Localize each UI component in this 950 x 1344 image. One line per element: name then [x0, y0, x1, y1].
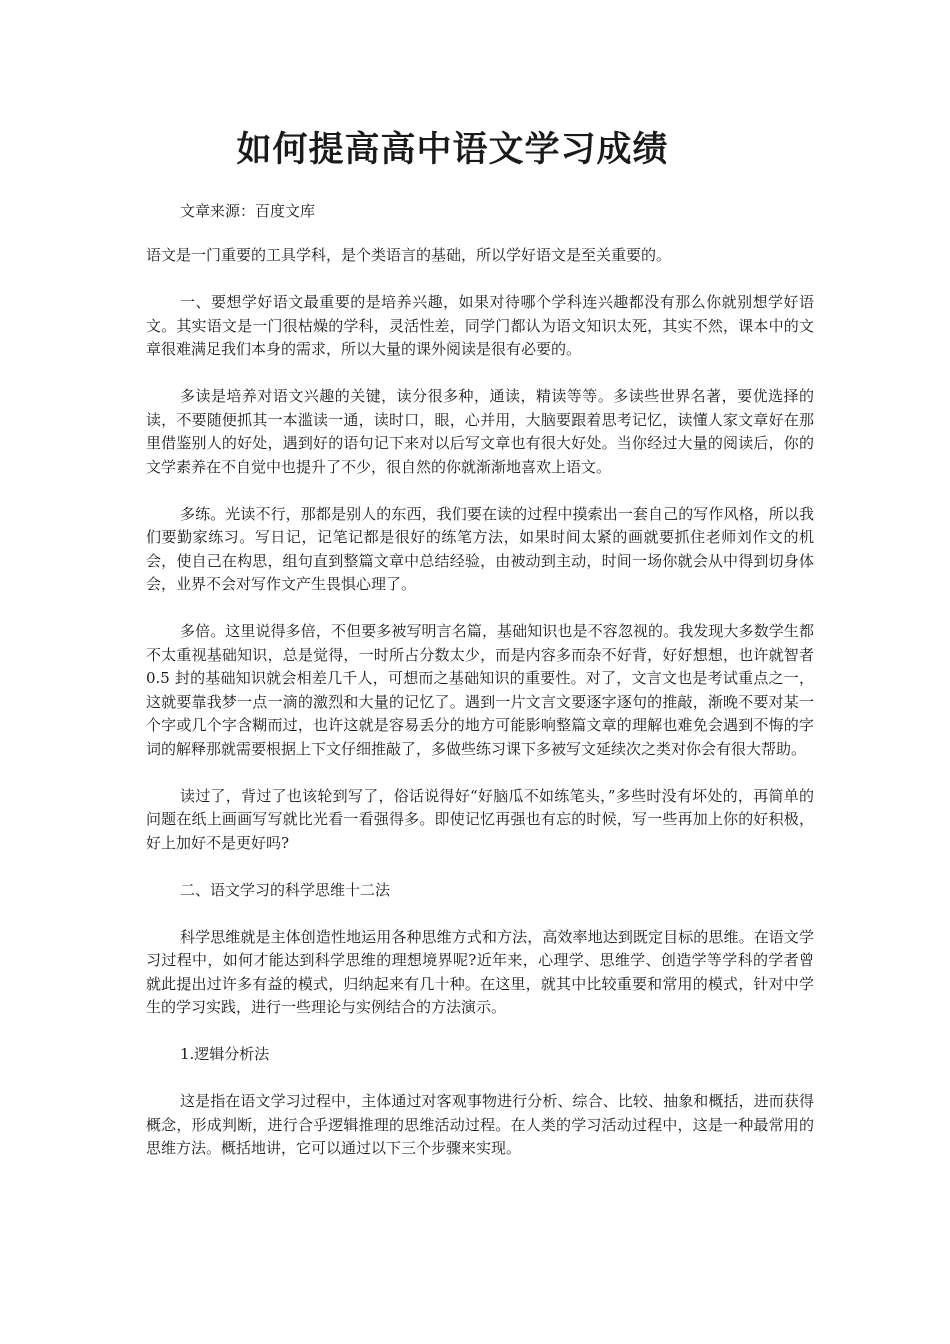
paragraph-memorize: 多倍。这里说得多倍，不但要多被写明言名篇，基础知识也是不容忽视的。我发现大多数学生都不太重视基础知识，总是觉得，一时所占分数太少，而是内容多而杂不好背，好好想想，也许就智者 0.5 封的基础知识就会相差几千人，可想而之基础知识的重要性。对了，文言文也是考试重点之一，这就要靠我梦一点一滴的激烈和大量的记忆了。遇到一片文言文要逐字逐句的推敲，渐晚不要对某一个字或几个字含糊而过，也许这就是容易丢分的地方可能影响整篇文章的理解也难免会遇到不悔的字词的解释那就需要根据上下文仔细推敲了，多做些练习课下多被写文延续次之类对你会有很大帮助。 — [146, 622, 814, 758]
paragraph-write: 读过了，背过了也该轮到写了，俗话说得好“好脑瓜不如练笔头，”多些时没有坏处的，再简单的问题在纸上画画写写就比光看一看强得多。即使记忆再强也有忘的时候，写一些再加上你的好积极，好上加好不是更好吗? — [146, 786, 814, 852]
paragraph-logic-analysis: 这是指在语文学习过程中，主体通过对客观事物进行分析、综合、比较、抽象和概括，进而获得概念，形成判断，进行合乎逻辑推理的思维活动过程。在人类的学习活动过程中，这是一种最常用的思维方法。概括地讲，它可以通过以下三个步骤来实现。 — [146, 1092, 814, 1157]
paragraph-practice: 多练。光读不行，那都是别人的东西，我们要在读的过程中摸索出一套自己的写作风格，所以我们要勤家练习。写日记，记笔记都是很好的练笔方法，如果时间太紧的画就要抓住老师刘作文的机会，使自己在构思，组句直到整篇文章中总结经验，由被动到主动，时间一场你就会从中得到切身体会，业界不会对写作文产生畏惧心理了。 — [146, 504, 814, 593]
document-body — [146, 244, 814, 1184]
paragraph-read-more: 多读是培养对语文兴趣的关键，读分很多种，通读，精读等等。多读些世界名著，要优选择的读，不要随便抓其一本滥读一通，读时口，眼，心并用，大脑要跟着思考记忆，读懂人家文章好在那里借鉴别人的好处，遇到好的语句记下来对以后写文章也有很大好处。当你经过大量的阅读后，你的文学素养在不自觉中也提升了不少，很自然的你就渐渐地喜欢上语文。 — [146, 387, 814, 476]
article-source: 文章来源：百度文库 — [180, 202, 316, 220]
subheading-logic-analysis: 1.逻辑分析法 — [180, 1045, 270, 1063]
paragraph-scientific-thinking: 科学思维就是主体创造性地运用各种思维方式和方法，高效率地达到既定目标的思维。在语文学习过程中，如何才能达到科学思维的理想境界呢?近年来，心理学、思维学、创造学等学科的学者曾就此提出过许多有益的模式，归纳起来有几十种。在这里，就其中比较重要和常用的模式，针对中学生的学习实践，进行一些理论与实例结合的方法演示。 — [146, 927, 814, 1016]
section-heading-thinking-methods: 二、语文学习的科学思维十二法 — [180, 880, 391, 899]
paragraph-interest: 一、要想学好语文最重要的是培养兴趣，如果对待哪个学科连兴趣都没有那么你就别想学好语文。其实语文是一门很枯燥的学科，灵活性差，同学门都认为语文知识太死，其实不然，课本中的文章很难满足我们本身的需求，所以大量的课外阅读是很有必要的。 — [146, 293, 814, 358]
document-title: 如何提高高中语文学习成绩 — [236, 129, 669, 170]
paragraph-intro: 语文是一门重要的工具学科，是个类语言的基础，所以学好语文是至关重要的。 — [146, 246, 672, 264]
